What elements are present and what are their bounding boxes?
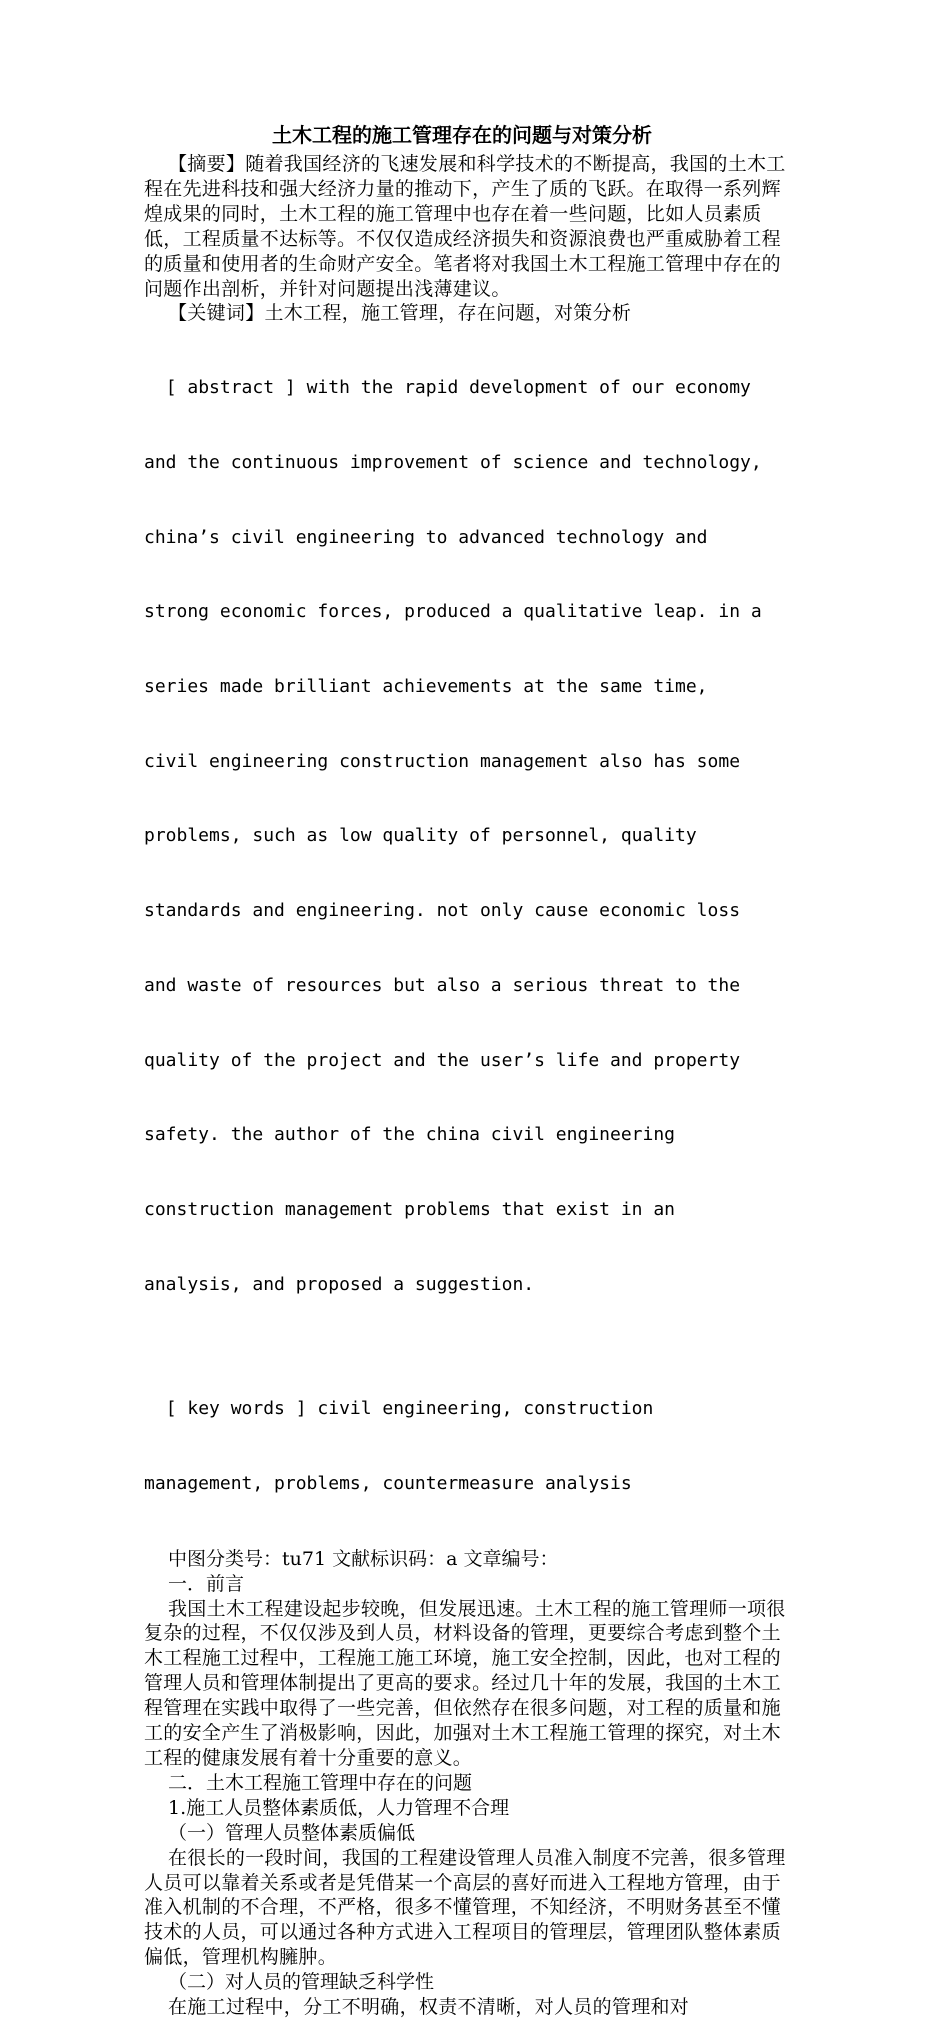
sub-heading-scientific-management: （二）对人员的管理缺乏科学性 <box>168 1971 435 1994</box>
abstract-english-line: and waste of resources but also a serious threat to the <box>144 974 741 996</box>
abstract-english-line: civil engineering construction management also has some <box>144 750 741 772</box>
abstract-english-line: strong economic forces, produced a qualitative leap. in a <box>144 601 762 623</box>
sub-body-scientific-management: 在施工过程中，分工不明确，权责不清晰，对人员的管理和对 <box>168 1996 690 2019</box>
keywords-english-line: [ key words ] civil engineering, construction <box>144 1398 654 1420</box>
sub-heading-management-quality: （一）管理人员整体素质偏低 <box>168 1821 416 1844</box>
abstract-english-line: analysis, and proposed a suggestion. <box>144 1273 535 1295</box>
abstract-english-line: series made brilliant achievements at the same time, <box>144 676 708 698</box>
abstract-english-line: problems, such as low quality of personnel, quality <box>144 825 697 847</box>
keywords-chinese: 【关键词】土木工程，施工管理，存在问题，对策分析 <box>168 302 632 325</box>
abstract-english-line: and the continuous improvement of science and technology, <box>144 451 762 473</box>
keywords-english-line: management, problems, countermeasure analysis <box>144 1473 632 1495</box>
sub-body-management-quality: 在很长的一段时间，我国的工程建设管理人员准入制度不完善，很多管理人员可以靠着关系或者是凭借某一个高层的喜好而进入工程地方管理，由于准入机制的不合理，不严格，很多不懂管理，不知经济，不明财务甚至不懂技术的人员，可以通过各种方式进入工程项目的管理层，管理团队整体素质偏低，管理机构臃肿。 <box>144 1846 786 1969</box>
abstract-english-line: [ abstract ] with the rapid development of our economy <box>144 377 751 399</box>
keywords-english <box>144 1348 794 1547</box>
section-heading-problems: 二．土木工程施工管理中存在的问题 <box>168 1771 473 1794</box>
section-body-preface: 我国土木工程建设起步较晚，但发展迅速。土木工程的施工管理师一项很复杂的过程，不仅仅涉及到人员，材料设备的管理，更要综合考虑到整个土木工程施工过程中，工程施工施工环境，施工安全控制，因此，也对工程的管理人员和管理体制提出了更高的要求。经过几十年的发展，我国的土木工程管理在实践中取得了一些完善，但依然存在很多问题，对工程的质量和施工的安全产生了消极影响，因此，加强对土木工程施工管理的探究，对土木工程的健康发展有着十分重要的意义。 <box>144 1597 786 1769</box>
abstract-english <box>144 326 794 1347</box>
abstract-english-line: china’s civil engineering to advanced technology and <box>144 526 708 548</box>
abstract-english-line: quality of the project and the user’s life and property <box>144 1049 741 1071</box>
document-page <box>144 118 794 2020</box>
subsection-heading-personnel: 1.施工人员整体素质低，人力管理不合理 <box>168 1796 510 1819</box>
abstract-english-line: safety. the author of the china civil engineering <box>144 1124 676 1146</box>
abstract-english-line: standards and engineering. not only cause economic loss <box>144 900 741 922</box>
page-title: 土木工程的施工管理存在的问题与对策分析 <box>272 123 652 147</box>
abstract-chinese: 【摘要】随着我国经济的飞速发展和科学技术的不断提高，我国的土木工程在先进科技和强大经济力量的推动下，产生了质的飞跃。在取得一系列辉煌成果的同时，土木工程的施工管理中也存在着一些问题，比如人员素质低，工程质量不达标等。不仅仅造成经济损失和资源浪费也严重威胁着工程的质量和使用者的生命财产安全。笔者将对我国土木工程施工管理中存在的问题作出剖析，并针对问题提出浅薄建议。 <box>144 153 786 300</box>
section-heading-preface: 一．前言 <box>168 1572 245 1595</box>
abstract-english-line: construction management problems that exist in an <box>144 1199 676 1221</box>
classification-line: 中图分类号：tu71 文献标识码：a 文章编号： <box>168 1547 559 1570</box>
